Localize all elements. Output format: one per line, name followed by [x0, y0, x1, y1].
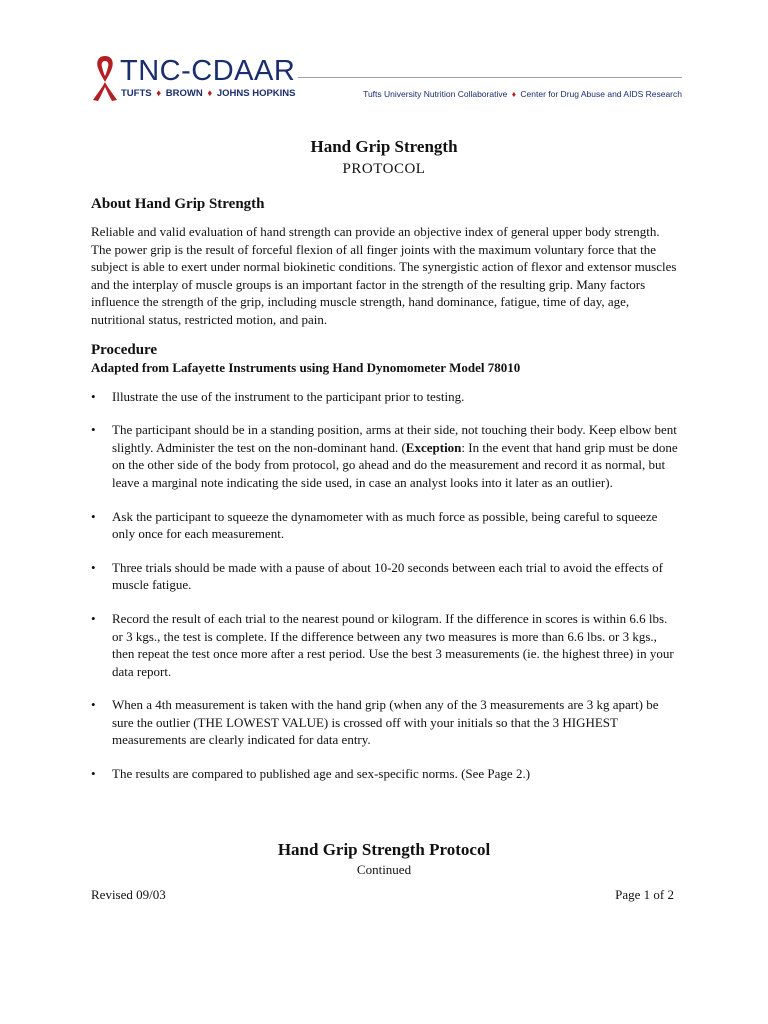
list-item-text: The results are compared to published age and sex-specific norms. (See Page 2.)	[112, 766, 531, 782]
list-item-text-continued: : In the event that hand grip must be done on the other side of the body from protocol, go ahead and do the measurement and record it as normal, but leave a marginal note indicating the side used, in case an analyst looks into it later as an outlier).	[112, 439, 678, 490]
list-item	[91, 765, 681, 783]
continued-title: Hand Grip Strength Protocol	[277, 840, 491, 859]
bullet-icon: •	[91, 610, 96, 626]
list-item	[91, 421, 681, 491]
list-item	[91, 559, 681, 594]
bullet-icon: •	[91, 388, 96, 404]
list-item-text: Illustrate the use of the instrument to the participant prior to testing.	[112, 388, 465, 404]
list-item	[91, 696, 681, 749]
org-name: TNC-CDAAR	[120, 55, 296, 87]
diamond-separator-icon: ♦	[511, 89, 517, 99]
page-number: Page 1 of 2	[615, 887, 674, 902]
diamond-separator-icon: ♦	[207, 88, 213, 99]
exception-label: Exception	[405, 439, 462, 455]
affiliate-tufts: TUFTS	[121, 88, 152, 99]
bullet-icon: •	[91, 508, 96, 524]
header-rule	[298, 77, 682, 78]
collaborator-cdaar: Center for Drug Abuse and AIDS Research	[520, 89, 682, 99]
document-subtitle: PROTOCOL	[342, 161, 426, 177]
document-header	[88, 52, 682, 104]
procedure-list	[91, 388, 681, 783]
document-title: Hand Grip Strength	[310, 137, 458, 156]
bullet-icon: •	[91, 559, 96, 575]
collaborators-line	[363, 88, 682, 100]
about-paragraph: Reliable and valid evaluation of hand strength can provide an objective index of general upper body strength. The power grip is the result of forceful flexion of all finger joints with the maximum voluntary force that the subject is able to exert under normal biokinetic conditions. The synergistic action of flexor and extensor muscles and the interplay of muscle groups is an important factor in the strength of the resulting grip. Many factors influence the strength of the grip, including muscle strength, hand dominance, fatigue, time of day, age, nutritional status, restricted motion, and pain.	[91, 224, 677, 327]
list-item-text: Three trials should be made with a pause of about 10-20 seconds between each trial to avoid the effects of muscle fatigue.	[112, 559, 663, 593]
diamond-separator-icon: ♦	[156, 88, 162, 99]
list-item	[91, 508, 681, 543]
list-item	[91, 610, 681, 680]
awareness-ribbon-icon	[88, 52, 122, 102]
adapted-note: Adapted from Lafayette Instruments using Hand Dynomometer Model 78010	[91, 359, 521, 375]
affiliates-line	[121, 88, 296, 100]
list-item-text: Record the result of each trial to the nearest pound or kilogram. If the difference in scores is within 6.6 lbs. or 3 kgs., the test is complete. If the difference between any two measures is more than 6.6 lbs. or 3 kgs., then repeat the test once more after a rest period. Use the best 3 measurements (ie. the highest three) in your data report.	[112, 610, 674, 679]
procedure-heading: Procedure	[91, 341, 158, 358]
continued-label: Continued	[356, 862, 412, 877]
bullet-icon: •	[91, 697, 96, 713]
list-item-text: The participant should be in a standing position, arms at their side, not touching their body. Keep elbow bent slightly. Administer the test on the non-dominant hand. (	[112, 422, 677, 455]
revision-date: Revised 09/03	[91, 887, 166, 902]
list-item	[91, 388, 681, 406]
document-body	[91, 194, 681, 799]
about-heading: About Hand Grip Strength	[91, 196, 265, 212]
affiliate-johns-hopkins: JOHNS HOPKINS	[216, 88, 296, 99]
list-item-text: When a 4th measurement is taken with the hand grip (when any of the 3 measurements are 3 kg apart) be sure the outlier (THE LOWEST VALUE) is crossed off with your initials so that the 3 HIGHEST measurements are clearly indicated for data entry.	[112, 697, 659, 748]
list-item-text: Ask the participant to squeeze the dynamometer with as much force as possible, being careful to squeeze only once for each measurement.	[112, 508, 658, 542]
bullet-icon: •	[91, 422, 96, 438]
bullet-icon: •	[91, 766, 96, 782]
affiliate-brown: BROWN	[165, 88, 203, 99]
collaborator-tufts-nutrition: Tufts University Nutrition Collaborative	[363, 89, 508, 99]
